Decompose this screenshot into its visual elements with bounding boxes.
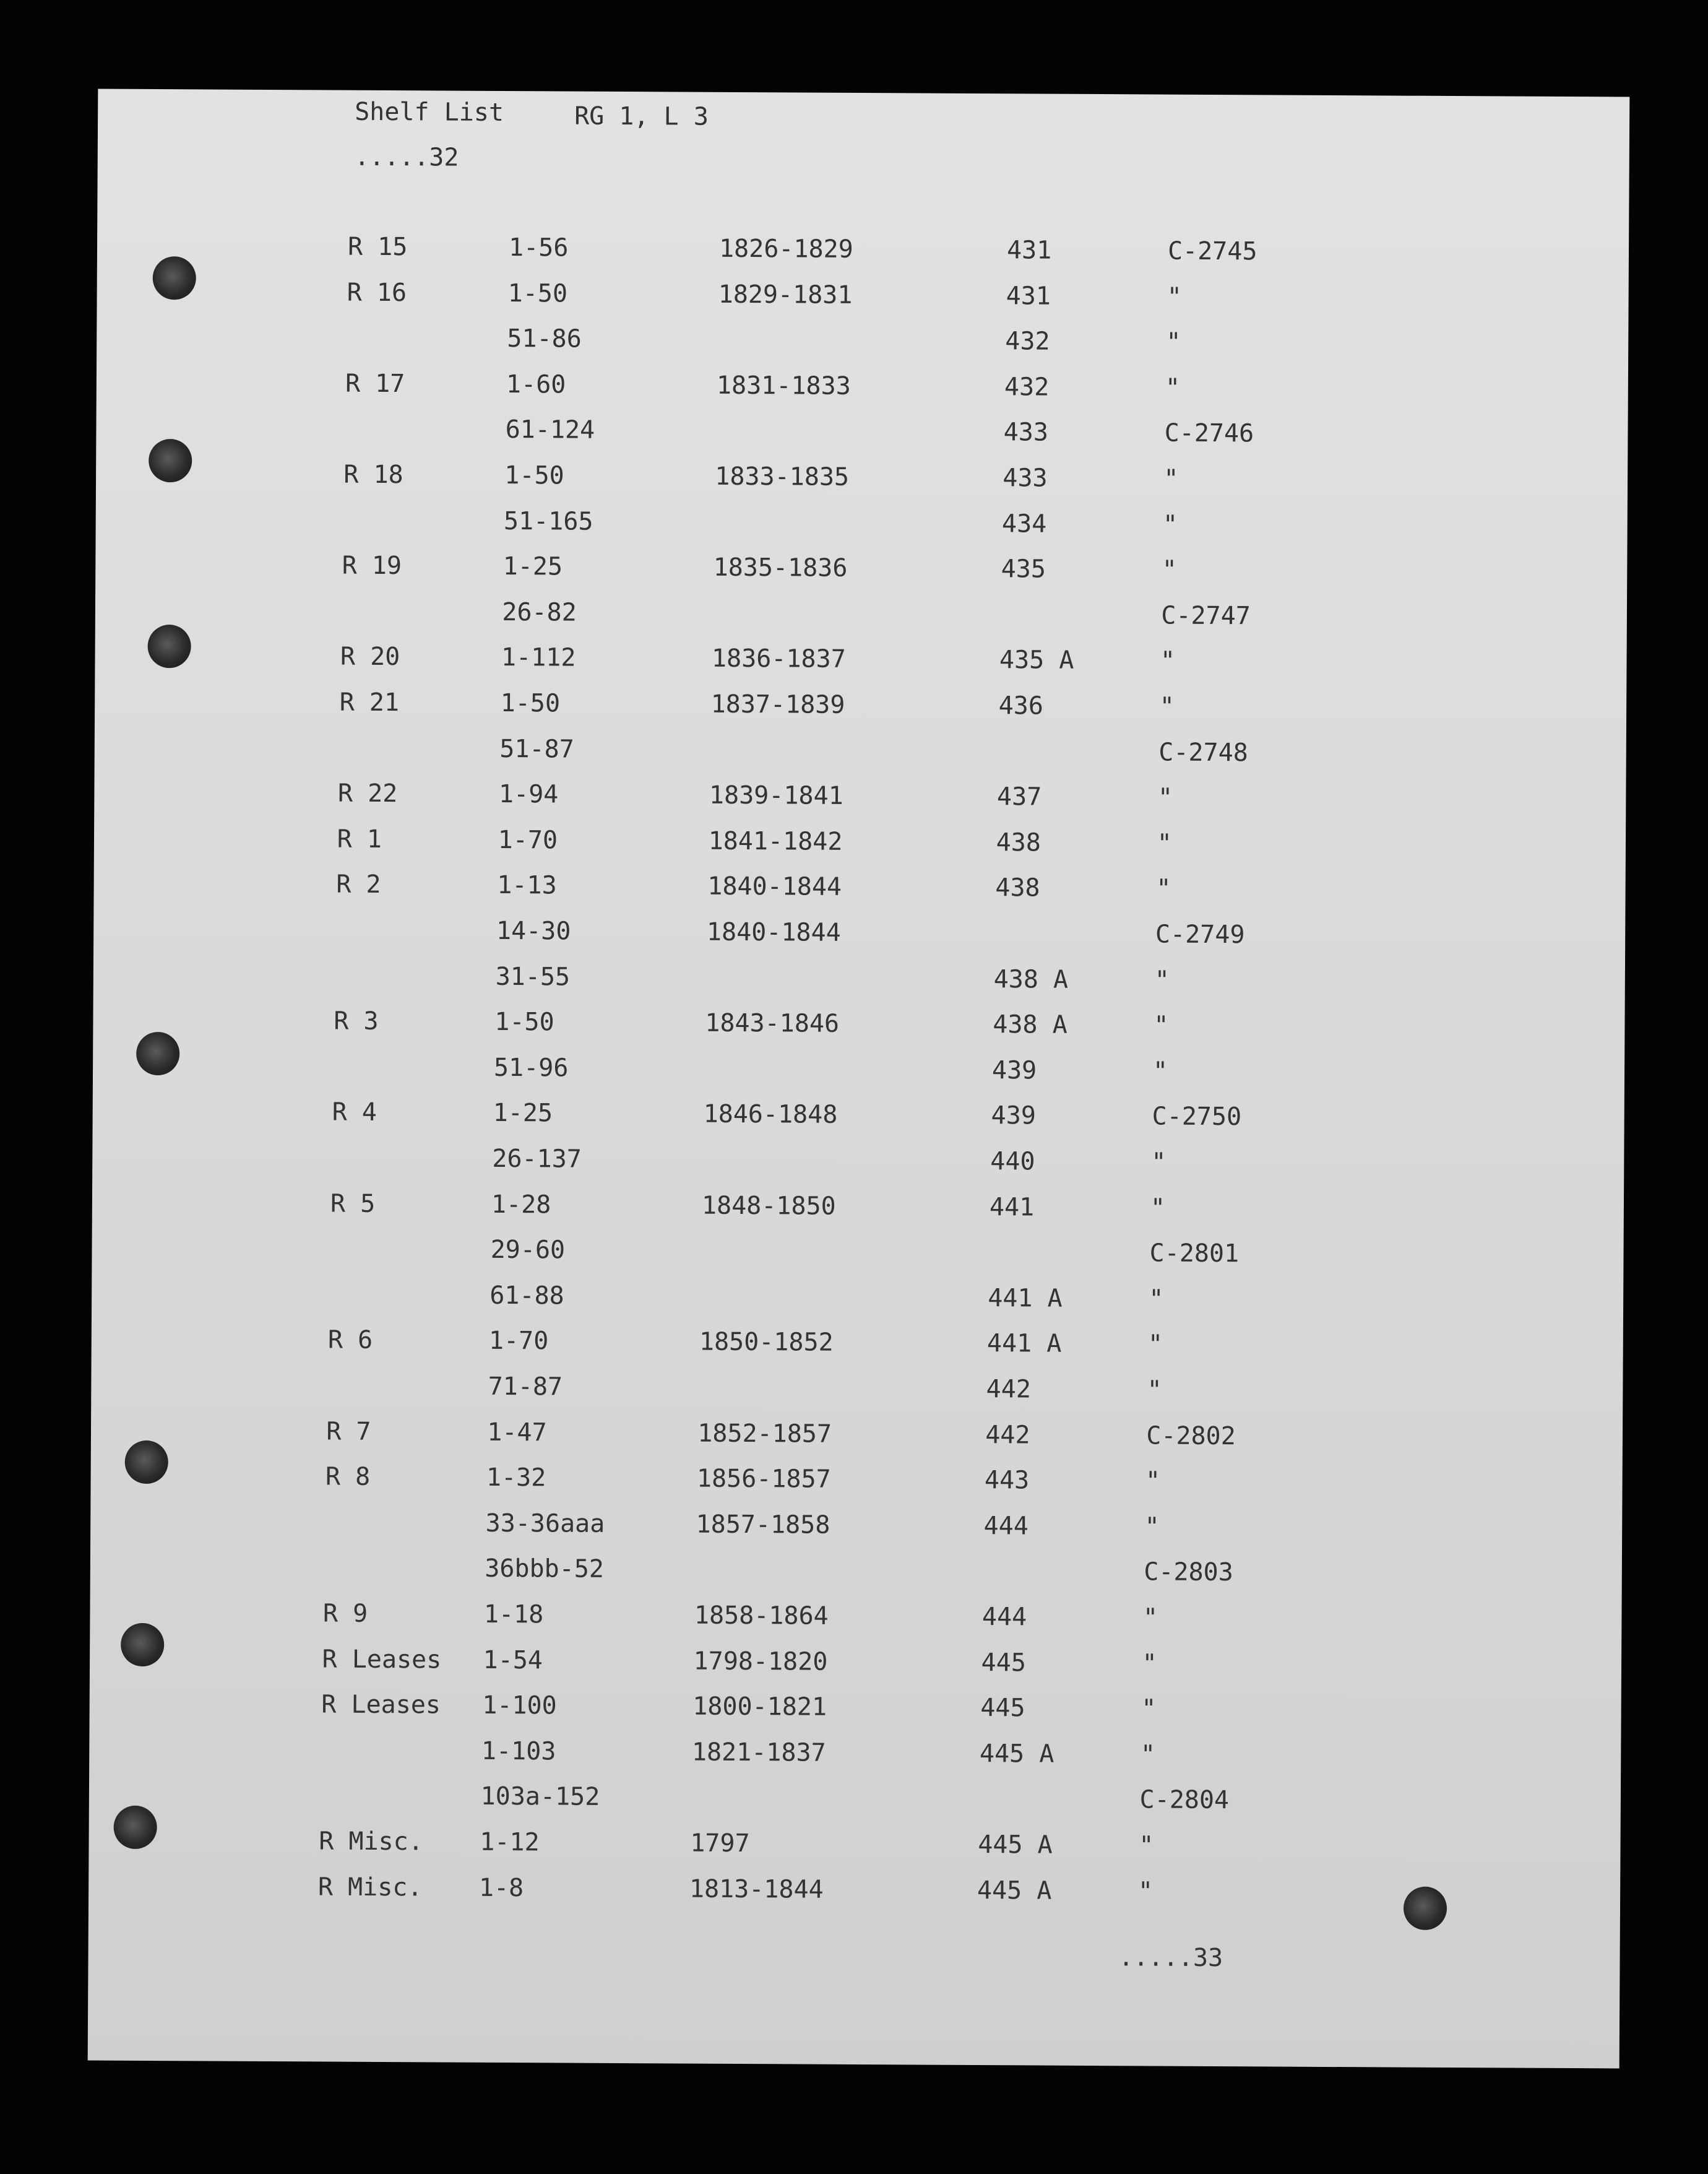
date-range-cell: 1813-1844 <box>689 1874 824 1904</box>
box-number-cell: 441 <box>989 1192 1035 1222</box>
reel-number-cell: " <box>1156 874 1171 904</box>
reel-number-cell: " <box>1162 510 1178 539</box>
reel-number-cell: C-2747 <box>1161 601 1251 631</box>
item-range-cell: 61-88 <box>490 1281 564 1310</box>
series-cell: R 5 <box>330 1189 376 1218</box>
reel-number-cell: " <box>1149 1284 1164 1314</box>
series-cell: R Leases <box>321 1690 441 1720</box>
punch-hole <box>113 1806 157 1849</box>
box-number-cell: 445 <box>980 1694 1025 1723</box>
series-cell: R Misc. <box>319 1827 423 1856</box>
reel-number-cell: C-2748 <box>1158 738 1248 767</box>
date-range-cell: 1841-1842 <box>708 826 843 856</box>
box-number-cell: 438 A <box>993 1010 1068 1039</box>
reel-number-cell: " <box>1165 373 1181 402</box>
item-range-cell: 31-55 <box>495 962 571 992</box>
item-range-cell: 51-96 <box>493 1053 569 1083</box>
punch-hole <box>125 1440 168 1484</box>
reel-number-cell: " <box>1150 1193 1166 1223</box>
date-range-cell: 1797 <box>690 1829 750 1858</box>
item-range-cell: 14-30 <box>496 916 571 946</box>
box-number-cell: 432 <box>1005 327 1050 356</box>
box-number-cell: 435 A <box>999 646 1074 675</box>
series-cell: R 18 <box>343 460 403 490</box>
box-number-cell: 445 <box>981 1648 1026 1678</box>
series-cell: R 4 <box>332 1098 377 1127</box>
series-cell: R 6 <box>327 1325 373 1355</box>
series-cell: R 16 <box>347 278 407 307</box>
item-range-cell: 1-94 <box>498 780 559 809</box>
item-range-cell: 29-60 <box>490 1236 566 1265</box>
box-number-cell: 443 <box>984 1466 1030 1495</box>
reel-number-cell: " <box>1162 555 1177 584</box>
box-number-cell: 439 <box>991 1055 1037 1085</box>
reel-number-cell: " <box>1147 1375 1162 1405</box>
punch-hole <box>147 625 191 668</box>
document-page <box>88 89 1630 2069</box>
date-range-cell: 1837-1839 <box>710 690 845 719</box>
reel-number-cell: C-2749 <box>1155 920 1245 950</box>
box-number-cell: 439 <box>991 1101 1036 1130</box>
item-range-cell: 1-60 <box>506 370 566 399</box>
item-range-cell: 1-18 <box>483 1600 544 1629</box>
item-range-cell: 1-56 <box>508 233 569 262</box>
box-number-cell: 432 <box>1004 373 1050 402</box>
box-number-cell: 431 <box>1006 236 1052 265</box>
box-number-cell: 445 A <box>978 1830 1053 1860</box>
reel-number-cell: " <box>1154 1011 1169 1040</box>
reel-number-cell: " <box>1167 282 1182 311</box>
item-range-cell: 1-70 <box>498 825 558 855</box>
item-range-cell: 1-50 <box>494 1008 554 1037</box>
reel-number-cell: " <box>1142 1649 1157 1678</box>
item-range-cell: 1-32 <box>486 1463 546 1492</box>
series-cell: R 22 <box>337 779 398 808</box>
series-cell: R 15 <box>347 232 408 262</box>
item-range-cell: 1-50 <box>500 688 561 718</box>
reel-number-cell: " <box>1154 966 1170 995</box>
box-number-cell: 441 A <box>986 1329 1062 1359</box>
date-range-cell: 1840-1844 <box>707 872 842 902</box>
header-title: Shelf List <box>355 97 504 127</box>
date-range-cell: 1843-1846 <box>705 1008 840 1039</box>
reel-number-cell: C-2802 <box>1146 1421 1236 1450</box>
item-range-cell: 1-28 <box>491 1190 551 1219</box>
box-number-cell: 441 A <box>988 1283 1063 1313</box>
series-cell: R 3 <box>334 1007 379 1036</box>
item-range-cell: 1-47 <box>487 1418 547 1447</box>
series-cell: R 19 <box>342 551 402 581</box>
series-cell: R Misc. <box>317 1873 423 1902</box>
box-number-cell: 438 <box>995 873 1040 903</box>
date-range-cell: 1836-1837 <box>711 644 846 674</box>
next-page-marker: .....33 <box>1118 1943 1223 1973</box>
box-number-cell: 433 <box>1003 418 1049 447</box>
series-cell: R 20 <box>340 642 400 672</box>
item-range-cell: 51-86 <box>507 324 582 353</box>
reel-number-cell: " <box>1160 646 1176 676</box>
box-number-cell: 444 <box>983 1511 1029 1541</box>
series-cell: R 17 <box>345 369 405 398</box>
item-range-cell: 1-70 <box>488 1327 549 1356</box>
reel-number-cell: " <box>1140 1740 1156 1769</box>
series-cell: R Leases <box>322 1645 442 1674</box>
date-range-cell: 1835-1836 <box>713 553 848 583</box>
item-range-cell: 1-25 <box>502 552 563 581</box>
series-cell: R 1 <box>337 825 382 854</box>
item-range-cell: 1-50 <box>504 461 564 490</box>
reel-number-cell: C-2745 <box>1167 236 1257 266</box>
reel-number-cell: C-2746 <box>1164 418 1254 448</box>
punch-hole <box>1404 1887 1447 1930</box>
date-range-cell: 1858-1864 <box>694 1601 829 1630</box>
reel-number-cell: " <box>1137 1876 1154 1906</box>
series-cell: R 9 <box>322 1599 368 1628</box>
item-range-cell: 1-25 <box>493 1099 553 1128</box>
item-range-cell: 103a-152 <box>480 1782 600 1812</box>
punch-hole <box>153 256 196 300</box>
reel-number-cell: C-2804 <box>1139 1785 1230 1815</box>
reel-number-cell: C-2750 <box>1152 1102 1242 1132</box>
series-cell: R 21 <box>339 688 400 717</box>
box-number-cell: 434 <box>1001 509 1047 539</box>
box-number-cell: 438 <box>996 828 1042 857</box>
reel-number-cell: " <box>1147 1330 1163 1359</box>
box-number-cell: 445 A <box>979 1739 1055 1769</box>
punch-hole <box>136 1032 179 1075</box>
date-range-cell: 1831-1833 <box>716 371 851 401</box>
date-range-cell: 1857-1858 <box>696 1510 830 1540</box>
series-cell: R 8 <box>325 1462 371 1492</box>
box-number-cell: 431 <box>1006 281 1051 311</box>
date-range-cell: 1852-1857 <box>697 1419 832 1449</box>
reel-number-cell: " <box>1157 829 1172 858</box>
reel-number-cell: " <box>1141 1694 1157 1723</box>
item-range-cell: 1-13 <box>497 871 557 900</box>
date-range-cell: 1856-1857 <box>696 1464 831 1494</box>
item-range-cell: 36bbb-52 <box>485 1554 605 1584</box>
reel-number-cell: " <box>1139 1831 1154 1860</box>
box-number-cell: 440 <box>990 1147 1035 1176</box>
box-number-cell: 444 <box>981 1603 1027 1632</box>
item-range-cell: 1-8 <box>478 1873 524 1902</box>
date-range-cell: 1829-1831 <box>718 280 853 310</box>
reel-number-cell: " <box>1142 1603 1158 1632</box>
date-range-cell: 1850-1852 <box>699 1328 834 1358</box>
series-cell: R 7 <box>326 1417 371 1446</box>
box-number-cell: 433 <box>1003 464 1048 493</box>
box-number-cell: 442 <box>985 1420 1030 1450</box>
reel-number-cell: " <box>1144 1512 1160 1541</box>
date-range-cell: 1839-1841 <box>709 781 843 811</box>
date-range-cell: 1821-1837 <box>691 1738 826 1767</box>
box-number-cell: 438 A <box>993 964 1069 994</box>
item-range-cell: 1-50 <box>507 279 568 308</box>
reel-number-cell: " <box>1151 1148 1167 1177</box>
header-record-group: RG 1, L 3 <box>574 102 709 131</box>
reel-number-cell: " <box>1159 692 1175 721</box>
item-range-cell: 26-137 <box>492 1144 582 1174</box>
item-range-cell: 1-12 <box>480 1827 540 1857</box>
box-number-cell: 436 <box>998 691 1044 721</box>
box-number-cell: 435 <box>1001 555 1046 584</box>
series-cell: R 2 <box>336 870 381 899</box>
item-range-cell: 1-100 <box>482 1691 557 1720</box>
reel-number-cell: " <box>1152 1057 1168 1086</box>
item-range-cell: 33-36aaa <box>485 1509 605 1538</box>
box-number-cell: 442 <box>986 1375 1031 1404</box>
box-number-cell: 437 <box>996 782 1042 812</box>
reel-number-cell: " <box>1166 327 1181 357</box>
item-range-cell: 51-165 <box>503 506 593 536</box>
date-range-cell: 1798-1820 <box>693 1647 828 1676</box>
reel-number-cell: " <box>1145 1466 1161 1496</box>
date-range-cell: 1833-1835 <box>715 462 850 492</box>
item-range-cell: 71-87 <box>488 1372 563 1401</box>
date-range-cell: 1840-1844 <box>706 917 841 947</box>
item-range-cell: 51-87 <box>499 734 574 764</box>
date-range-cell: 1848-1850 <box>701 1191 836 1221</box>
item-range-cell: 1-112 <box>501 643 576 672</box>
date-range-cell: 1800-1821 <box>692 1692 827 1721</box>
reel-number-cell: " <box>1163 464 1179 493</box>
item-range-cell: 26-82 <box>502 597 577 627</box>
reel-number-cell: C-2803 <box>1144 1557 1233 1587</box>
item-range-cell: 1-54 <box>483 1645 543 1674</box>
item-range-cell: 61-124 <box>505 415 595 445</box>
punch-hole <box>121 1623 164 1666</box>
punch-hole <box>149 439 192 482</box>
date-range-cell: 1846-1848 <box>703 1100 838 1130</box>
date-range-cell: 1826-1829 <box>718 234 853 264</box>
item-range-cell: 1-103 <box>481 1736 556 1766</box>
box-number-cell: 445 A <box>977 1876 1052 1905</box>
reel-number-cell: C-2801 <box>1149 1239 1240 1268</box>
previous-page-marker: .....32 <box>354 142 459 172</box>
reel-number-cell: " <box>1157 783 1173 812</box>
